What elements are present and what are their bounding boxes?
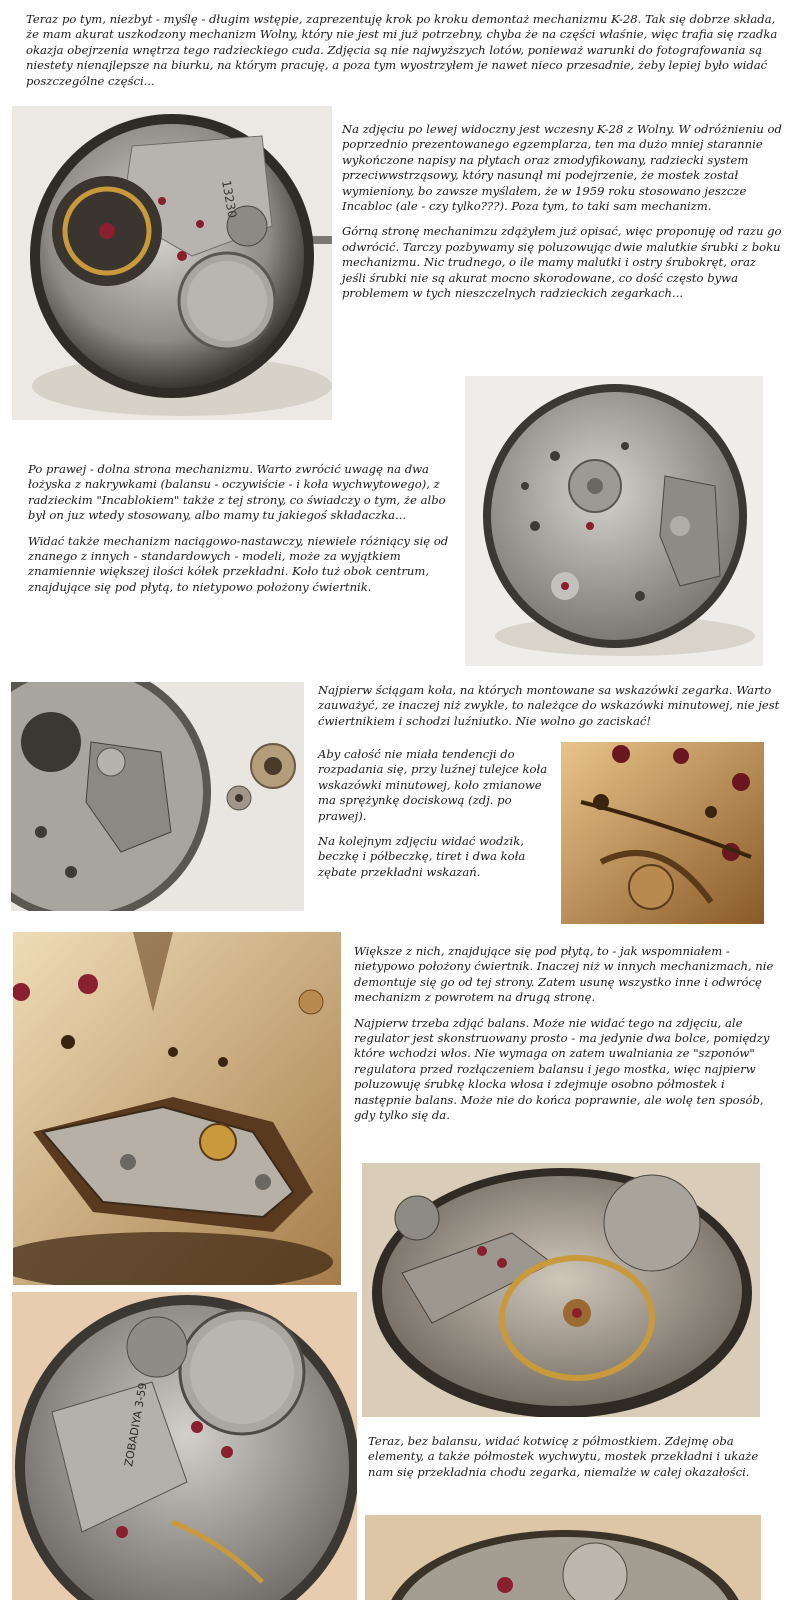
section3-top-text: Najpierw ściągam koła, na których montowane sa wskazówki zegarka. Warto zauważyć, ze inaczej niż zwykle, to należące do wskazówki minutowej, nie jest ćwiertnikiem i schodzi luźniutko. Nie wolno go zaciskać! [318, 683, 780, 728]
section4-text [354, 944, 784, 1133]
photo-balance [362, 1163, 760, 1417]
plate-engraving-bottom: ZOBADIYA 3-59 [122, 1381, 150, 1468]
section3-left-text [318, 747, 556, 890]
section2-paragraph-1: Po prawej - dolna strona mechanizmu. Warto zwrócić uwagę na dwa łożyska z nakrywkami (balansu - oczywiście - i koła wychwytowego), z radzieckim "Incablokiem" także z tej strony, co świadczy o tym, że albo był on juz wtedy stosowany, albo mamy tu jakiegoś składaczka... [28, 462, 446, 523]
section1-paragraph-2: Górną stronę mechanimzu zdążyłem już opisać, więc proponuję od razu go odwrócić. Tarczy pozbywamy się poluzowując dwie malutkie śrubki z boku mechanizmu. Nic trudnego, o ile mamy malutki i ostry śrubokręt, oraz jeśli śrubki nie są akurat mocno skorodowane, co dość często bywa problemem w tych nieszczelnych radzieckich zegarkach... [342, 224, 782, 301]
photo-keyless-works [13, 932, 341, 1285]
photo-setting-spring [561, 742, 764, 924]
section5-text: Teraz, bez balansu, widać kotwicę z półmostkiem. Zdejmę oba elementy, a także półmostek wychwytu, mostek przekładni i ukaże nam się przekładnia chodu zegarka, niemalże w całej okazałości. [368, 1434, 759, 1479]
section3-paragraph-1: Aby całość nie miała tendencji do rozpadania się, przy luźnej tulejce koła wskazówki minutowej, koło zmianowe ma sprężynkę dociskową (zdj. po prawej). [318, 747, 548, 823]
section1-paragraph-1: Na zdjęciu po lewej widoczny jest wczesny K-28 z Wolny. W odróżnieniu od poprzednio prezentowanego egzemplarza, ten ma dużo mniej starannie wykończone napisy na płytach oraz zmodyfikowany, radziecki system przeciwwstrząsowy, który nasunął mi podejrzenie, że mostek został wymieniony, bo zawsze myślałem, że w 1959 roku stosowano jeszcze Incabloc (ale - czy tylko???). Poza tym, to taki sam mechanizm. [342, 122, 782, 214]
section4-paragraph-2: Najpierw trzeba zdjąć balans. Może nie widać tego na zdjęciu, ale regulator jest skonstruowany prosto - ma jedynie dwa bolce, pomiędzy które wchodzi włos. Nie wymaga on zatem uwalniania ze "szponów" regulatora przed rozłączeniem balansu i jego mostka, więc najpierw poluzowuję śrubkę klocka włosa i zdejmuje osobno półmostek i następnie balans. Może nie do końca poprawnie, ale wolę ten sposób, gdy tylko się da. [354, 1015, 770, 1123]
photo-movement-top [12, 106, 332, 420]
photo-movement-rotated [12, 1292, 357, 1600]
section1-text [342, 122, 782, 311]
section2-text [28, 462, 456, 605]
section4-paragraph-1: Większe z nich, znajdujące się pod płytą, to - jak wspomniałem - nietypowo położony ćwiertnik. Inaczej niż w innych mechanizmach, nie demontuje się go od tej strony. Zatem usunę wszystko inne i odwrócę mechanizm z powrotem na drugą stronę. [354, 944, 774, 1005]
intro-paragraph: Teraz po tym, niezbyt - myślę - długim wstępie, zaprezentuję krok po kroku demontaż mechanizmu K-28. Tak się dobrze składa, że mam akurat uszkodzony mechanizm Wolny, który nie jest mi już potrzebny, chyba że na części właśnie, więc trafia się rzadka okazja obejrzenia wnętrza tego radzieckiego cuda. Zdjęcia są nie najwyższych lotów, ponieważ warunki do fotografowania są niestety nienajlepsze na biurku, na którym pracuję, a poza tym wyostrzyłem je nawet nieco przesadnie, żeby lepiej było widać poszczególne części... [26, 12, 778, 88]
photo-escapement-start [365, 1515, 761, 1600]
plate-engraving-top: 13230 [219, 179, 240, 220]
section2-paragraph-2: Widać także mechanizm naciągowo-nastawczy, niewiele różniący się od znanego z innych - standardowych - modeli, może za wyjątkiem znamiennie większej ilości kółek przekładni. Koło tuż obok centrum, znajdujące się pod płytą, to nietypowo położony ćwiertnik. [28, 533, 449, 594]
photo-movement-bottom [465, 376, 763, 666]
section3-paragraph-2: Na kolejnym zdjęciu widać wodzik, beczkę i półbeczkę, tiret i dwa koła zębate przekładni wskazań. [318, 834, 526, 879]
photo-hand-wheels [11, 682, 304, 911]
